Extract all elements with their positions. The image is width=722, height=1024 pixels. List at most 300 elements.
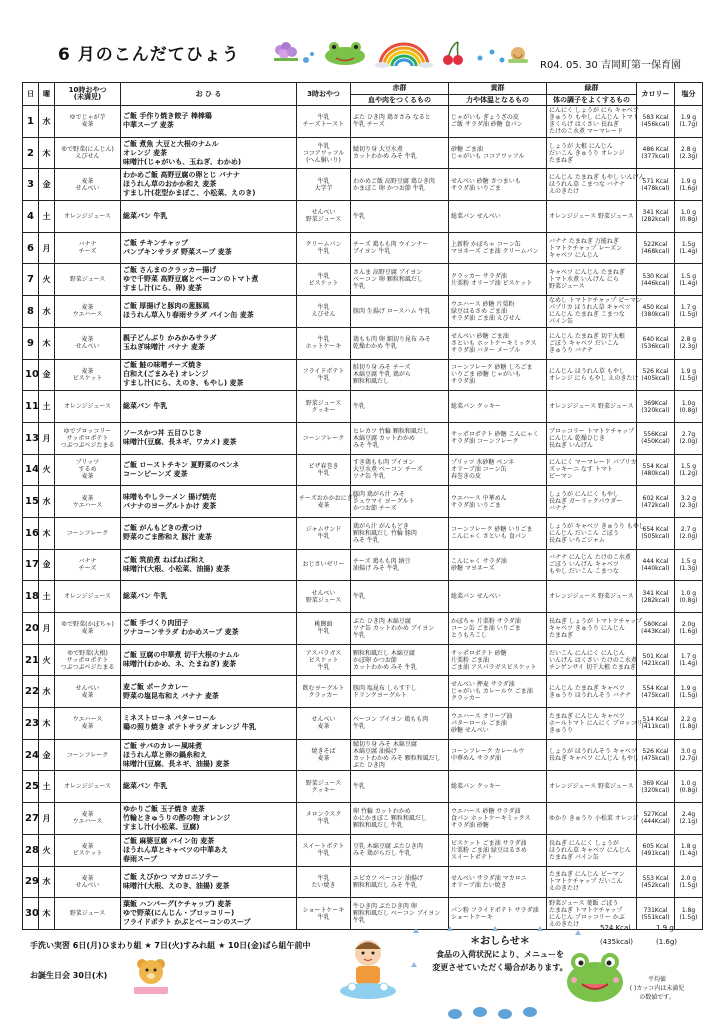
col-salt: 塩分 [675, 83, 703, 106]
yellow-group-cell [449, 201, 547, 233]
snack10-cell [55, 327, 121, 359]
cell-line: 鶏もも肉 卵 細切り昆布 みそ [353, 336, 431, 344]
green-group-cell [547, 454, 637, 486]
snack3-cell [297, 232, 351, 264]
snack3-cell [297, 644, 351, 676]
yellow-group-cell [449, 834, 547, 866]
table-body [23, 106, 703, 930]
salt-cell [675, 327, 703, 359]
weekday-cell: 水 [39, 106, 55, 138]
cell-line: (1.4g) [679, 279, 698, 287]
cell-line: 春雨スープ [123, 854, 158, 863]
cell-line: クッキー [311, 786, 336, 794]
cell-line: (0.8g) [679, 216, 698, 224]
cell-line: 1.8 g [680, 843, 697, 851]
cell-line: サラダ油 コーンフレーク [451, 438, 519, 446]
cell-line: 1.7 g [680, 653, 697, 661]
cell-line: 麦茶 [81, 723, 94, 731]
cell-line: 長ねぎ にんにく しょうが [549, 839, 619, 847]
weekday-cell: 水 [39, 676, 55, 708]
cell-line: 654 Kcal [642, 526, 669, 534]
cell-line: しょうが 大根 にんじん [549, 142, 613, 150]
lunch-cell [121, 771, 297, 803]
cell-line: 556Kcal [643, 431, 668, 439]
snack3-cell [297, 549, 351, 581]
cell-line: パプリカ ほうれん草 キャベツ [549, 304, 631, 312]
cell-line: 顆粒和風だし みそ 牛乳 [353, 881, 417, 889]
cell-line: ゆで野菜(大根) [67, 649, 108, 657]
kcal-cell [637, 454, 675, 486]
cell-line: 親子どんぶり かみかみサラダ [123, 334, 217, 343]
lunch-cell [121, 834, 297, 866]
cell-line: (444Kcal) [641, 818, 670, 826]
snack10-cell [55, 898, 121, 930]
red-group-cell [351, 391, 449, 423]
cell-line: きゅうり ほうれんそう バナナ [549, 691, 631, 699]
cell-line: バナナのヨーグルトかけ 麦茶 [123, 501, 217, 510]
table-row [23, 549, 703, 581]
red-group-cell [351, 359, 449, 391]
cell-line: にんじん ブロッコリー かぶ [549, 913, 625, 921]
table-row [23, 834, 703, 866]
kcal-cell [637, 391, 675, 423]
cell-line: (505kcal) [641, 533, 670, 541]
cell-line: 1.5 g [680, 557, 697, 565]
cell-line: せんべい [311, 716, 336, 724]
snack10-cell [55, 581, 121, 613]
cell-line: 514 Kcal [642, 716, 669, 724]
green-group-cell [547, 422, 637, 454]
cell-line: 571 Kcal [642, 177, 669, 185]
cell-line: ご飯 鮭の味噌チーズ焼き [123, 361, 203, 370]
cell-line: 大豆水煮 ベーコン チーズ [353, 466, 423, 474]
cell-line: 野菜ジュース [305, 779, 342, 787]
cell-line: 鯖切り身 みそ 木綿豆腐 [353, 741, 417, 749]
kcal-cell [637, 106, 675, 138]
cell-line: つぶつぶベジたまる [60, 663, 115, 671]
red-group-cell [351, 549, 449, 581]
lunch-cell [121, 422, 297, 454]
cell-line: ブロッコリー トマトケチャップ [549, 427, 635, 435]
kcal-cell [637, 264, 675, 296]
cell-line: (475kcal) [641, 691, 670, 699]
cell-line: ご飯 ローストチキン 夏野菜のペンネ [123, 460, 240, 469]
cell-line: バナナ にんじん たけのこ水煮 [549, 554, 631, 562]
cell-line: チーズ 鶏もも肉 納豆 [353, 557, 411, 565]
average-salt-infant: (1.6g) [656, 938, 678, 946]
cell-line: 1.0 g [680, 589, 697, 597]
cell-line: クッキー [311, 406, 336, 414]
cell-line: ぶた ひき肉 [353, 762, 385, 770]
cell-line: チーズ [78, 248, 97, 256]
snack10-cell [55, 613, 121, 645]
cell-line: (446kcal) [641, 279, 670, 287]
snack10-cell [55, 676, 121, 708]
cell-line: 牛乳 [317, 114, 330, 122]
cell-line: 乾燥わかめ 牛乳 [353, 343, 397, 351]
cell-line: 味噌汁(大根、えのき、油揚) 麦茶 [123, 881, 230, 890]
cell-line: (2.3g) [679, 153, 698, 161]
day-cell: 17 [23, 549, 39, 581]
cell-line: ご飯 手づくり肉団子 [123, 619, 189, 628]
cell-line: えのきたけ [549, 885, 580, 893]
cell-line: 牛乳 [317, 663, 330, 671]
cell-line: トマト水煮 いんげん にら [549, 276, 619, 284]
yellow-group-cell [449, 486, 547, 518]
cell-line: ピザ春巻き [308, 462, 339, 470]
cell-line: せんべい [75, 684, 100, 692]
kcal-cell [637, 232, 675, 264]
green-group-cell [547, 644, 637, 676]
cell-line: もやし だいこん こまつな [549, 568, 619, 576]
yellow-group-cell [449, 327, 547, 359]
cell-line: パンプキンサラダ 野菜スープ 麦茶 [123, 248, 232, 257]
red-group-cell [351, 581, 449, 613]
day-cell: 29 [23, 866, 39, 898]
cell-line: (320kcal) [641, 786, 670, 794]
weekday-cell: 金 [39, 169, 55, 201]
snack10-cell [55, 803, 121, 835]
weekday-cell: 月 [39, 232, 55, 264]
cell-line: 鶏がら汁 がんもどき [353, 522, 409, 530]
weekday-cell: 木 [39, 517, 55, 549]
lunch-cell [121, 898, 297, 930]
lunch-cell [121, 613, 297, 645]
cell-line: (1.5g) [679, 374, 698, 382]
cell-line: こんにゃく さといも 食パン [451, 533, 527, 541]
yellow-group-cell [449, 549, 547, 581]
cell-line: 341 Kcal [642, 589, 669, 597]
cell-line: (475kcal) [641, 755, 670, 763]
kcal-cell [637, 201, 675, 233]
cell-line: ご飯 煮魚 大豆と大根のナムル [123, 139, 219, 148]
cell-line: 野菜ジュース [305, 399, 342, 407]
cell-line: ウエハース 砂糖 サラダ油 [451, 807, 521, 815]
cell-line: キャベツ にんじん たまねぎ [549, 269, 625, 277]
lunch-cell [121, 454, 297, 486]
kcal-cell [637, 137, 675, 169]
table-row [23, 454, 703, 486]
snack3-cell [297, 739, 351, 771]
yellow-group-cell [449, 708, 547, 740]
cell-line: ほうれん草 こまつな バナナ [549, 181, 625, 189]
day-cell: 18 [23, 581, 39, 613]
cell-line: ご飯 サバのカレー風味煮 [123, 741, 203, 750]
cell-line: 麦茶 [81, 473, 94, 481]
day-cell: 14 [23, 454, 39, 486]
cell-line: 麦茶 [81, 843, 94, 851]
cell-line: オレンジジュース 野菜ジュース [549, 593, 634, 601]
cell-line: エビカツ ベーコン 油揚げ [353, 874, 423, 882]
cell-line: 味噌もやしラーメン 揚げ焼売 [123, 492, 217, 501]
cell-line: 牛乳 [353, 631, 366, 639]
green-group-cell [547, 296, 643, 328]
yellow-group-cell [449, 866, 547, 898]
snack10-cell [55, 454, 121, 486]
cell-line: 野菜ジュース 葉飯 ごぼう [549, 899, 619, 907]
cell-line: 602 Kcal [642, 494, 669, 502]
table-row [23, 137, 703, 169]
cell-line: 牛乳 [317, 818, 330, 826]
table-row [23, 296, 703, 328]
cell-line: サラダ油 [451, 378, 475, 386]
lunch-cell [121, 676, 297, 708]
cell-line: 砂糖 マヨネーズ [451, 564, 495, 572]
cell-line: 牛乳 [317, 533, 330, 541]
day-cell: 23 [23, 708, 39, 740]
cell-line: オレンジジュース [63, 403, 112, 411]
weekday-cell: 木 [39, 898, 55, 930]
cell-line: (320kcal) [641, 406, 670, 414]
cell-line: (1.5g) [679, 913, 698, 921]
red-group-cell [351, 422, 449, 454]
day-cell: 13 [23, 422, 39, 454]
day-cell: 20 [23, 613, 39, 645]
cell-line: ご飯 麻婆豆腐 パイン缶 麦茶 [123, 836, 215, 845]
cell-line: えのきたけ [549, 920, 580, 928]
organization-date: R04. 05. 30 吉岡町第一保育園 [540, 60, 682, 71]
raindrop-snail-icon [472, 38, 532, 68]
cell-line: (536kcal) [641, 343, 670, 351]
cell-line: すまし汁(花型かまぼこ、小松菜、えのき) [123, 189, 256, 198]
snack3-cell [297, 137, 351, 169]
cell-line: 飲むヨーグルト [302, 684, 345, 692]
cell-line: コーン缶 ごま油 いりごま [451, 624, 521, 632]
cell-line: (440kcal) [641, 564, 670, 572]
snack3-cell [297, 422, 351, 454]
red-group-cell [351, 106, 449, 138]
cell-line: ヒレカツ 竹輪 顆粒和風だし [353, 427, 429, 435]
cell-line: 牛乳 [317, 142, 330, 150]
green-group-cell [547, 613, 643, 645]
day-cell: 11 [23, 391, 39, 423]
cell-line: 522Kcal [643, 241, 668, 249]
cell-line: ご飯 チキンチャップ [123, 239, 189, 248]
kcal-cell [637, 549, 675, 581]
cell-line: 2.8 g [680, 146, 697, 154]
day-cell: 10 [23, 359, 39, 391]
cell-line: (2.0g) [679, 533, 698, 541]
kcal-cell [637, 834, 675, 866]
cell-line: 341 Kcal [642, 209, 669, 217]
yellow-group-cell [449, 739, 547, 771]
cell-line: パイン缶 [549, 318, 574, 326]
average-note: 平均値 ( )カッコ内は未満児 の数値です。 [629, 976, 685, 1001]
weekday-cell: 水 [39, 486, 55, 518]
cell-line: みそ 牛乳 [353, 536, 379, 544]
salt-cell [675, 422, 703, 454]
snack10-cell [55, 391, 121, 423]
cell-line: キャベツ きゅうり にんじん [549, 624, 625, 632]
lunch-cell [121, 581, 297, 613]
cell-line: 味噌汁(大根、小松菜、油揚) 麦茶 [123, 564, 230, 573]
yellow-group-cell [449, 676, 547, 708]
cell-line: 麦茶 [81, 304, 94, 312]
weekday-cell: 月 [39, 803, 55, 835]
cell-line: ホットケーキ [305, 343, 342, 351]
cell-line: ミネストローネ パターロール [123, 714, 216, 723]
cell-line: すまし汁(にら、えのき、もやし) 麦茶 [123, 379, 244, 388]
cell-line: ほうれん草入り春雨サラダ パイン缶 麦茶 [123, 311, 254, 320]
weekday-cell: 土 [39, 201, 55, 233]
yellow-group-cell [449, 613, 547, 645]
cell-line: (1.6g) [679, 184, 698, 192]
cell-line: (1.5g) [679, 311, 698, 319]
yellow-group-cell [449, 454, 547, 486]
cell-line: (0.8g) [679, 786, 698, 794]
snack10-cell [55, 866, 121, 898]
salt-cell [675, 232, 703, 264]
weekday-cell: 火 [39, 264, 55, 296]
cell-line: いんげん はくさい たけのこ水煮 [549, 656, 637, 664]
cell-line: 片栗粉 オリーブ油 ビスケット [451, 279, 533, 287]
green-group-cell [547, 169, 645, 201]
table-row [23, 517, 703, 549]
lunch-cell [121, 232, 297, 264]
col-weekday: 曜 [39, 83, 55, 106]
cell-line: ぶた ひき肉 鶏ささみ なると [353, 114, 431, 122]
table-row [23, 803, 703, 835]
cell-line: 麦茶 [317, 723, 330, 731]
day-cell: 21 [23, 644, 39, 676]
weekday-cell: 水 [39, 866, 55, 898]
cell-line: 野菜ジュース [305, 216, 342, 224]
table-row [23, 771, 703, 803]
cell-line: サラダ油 バター メープル [451, 346, 521, 354]
cell-line: つぶつぶベジたまる [60, 441, 115, 449]
yellow-group-cell [449, 232, 547, 264]
cell-line: おじさいゼリー [302, 561, 345, 569]
cell-line: 2.0 g [680, 874, 697, 882]
cell-line: 1.9 g [680, 177, 697, 185]
notice-title: ＊おしらせ＊ [470, 936, 530, 947]
cell-line: チーズ [78, 564, 97, 572]
salt-cell [675, 898, 703, 930]
cell-line: しょうが ほうれんそう キャベツ [549, 748, 637, 756]
yellow-group-cell [449, 296, 547, 328]
cell-line: 長ねぎ しょうが トマトケチャップ [549, 617, 643, 625]
cell-line: (0.8g) [679, 596, 698, 604]
cell-line: アスパラガス [305, 649, 342, 657]
yellow-group-cell [449, 264, 547, 296]
cell-line: 野菜のごま酢和え 豚汁 麦茶 [123, 533, 212, 542]
cell-line: 444 Kcal [642, 557, 669, 565]
cell-line: ごぼう いんげん キャベツ [549, 561, 619, 569]
lunch-cell [121, 296, 297, 328]
cell-line: (1.4g) [679, 248, 698, 256]
cell-line: パターロール ごま油 [451, 719, 507, 727]
cell-line: さんま 高野豆腐 ブイヨン [353, 269, 423, 277]
col-snack10: 10時おやつ (未満児) [55, 83, 121, 106]
day-cell: 3 [23, 169, 39, 201]
weekday-cell: 土 [39, 581, 55, 613]
cell-line: 2.2 g [680, 716, 697, 724]
cell-line: トマトケチャップ だいこん [549, 878, 623, 886]
cell-line: ビスケット ごま油 サラダ油 [451, 839, 527, 847]
cell-line: 上新粉 かぼちゃ コーン缶 [451, 241, 521, 249]
day-cell: 22 [23, 676, 39, 708]
cell-line: ウエハース [72, 311, 103, 319]
cell-line: すまし汁(小松菜、豆腐) [123, 822, 200, 831]
salt-cell [675, 106, 703, 138]
cell-line: 鮭切り身 みそ チーズ [353, 364, 411, 372]
cell-line: (421kcal) [641, 660, 670, 668]
cell-line: たけのこ水煮 マーマレード [549, 128, 623, 136]
lunch-cell [121, 391, 297, 423]
green-group-cell [547, 581, 637, 613]
snack3-cell [297, 454, 351, 486]
snack3-cell [297, 517, 351, 549]
yellow-group-cell [449, 106, 547, 138]
cell-line: 牛乳 [317, 336, 330, 344]
red-group-cell [351, 866, 449, 898]
weekday-cell: 木 [39, 137, 55, 169]
birthday-party: お誕生日会 30日(木) [30, 971, 108, 980]
red-group-cell [351, 232, 449, 264]
cell-line: ご飯 サラダ油 砂糖 食パン [451, 121, 523, 129]
lunch-cell [121, 486, 297, 518]
cell-line: 牛乳 [353, 212, 366, 220]
kcal-cell [637, 676, 675, 708]
snack10-cell [55, 549, 121, 581]
red-group-cell [351, 644, 449, 676]
red-group-cell [351, 739, 449, 771]
lunch-cell [121, 169, 297, 201]
cell-line: たまねぎ にんじん キャベツ [549, 712, 625, 720]
salt-cell [675, 708, 703, 740]
cell-line: 長ねぎ ガーリックパウダー [549, 498, 623, 506]
col-kcal: カロリー [637, 83, 675, 106]
kcal-cell [637, 803, 675, 835]
cell-line: とうもろこし [451, 631, 488, 639]
cell-line: コーンフレーク 砂糖 いりごま [451, 526, 533, 534]
lunch-cell [121, 708, 297, 740]
red-group-cell [351, 803, 449, 835]
weekday-cell: 金 [39, 549, 55, 581]
cell-line: キャベツ にんじん [549, 251, 599, 259]
cell-line: ウエハース [72, 716, 103, 724]
cell-line: ご飯 えびかつ マカロニソテー [123, 872, 219, 881]
cell-line: ビスケット [308, 279, 339, 287]
cell-line: プリッツ 氷砂糖 ペンネ [451, 459, 515, 467]
col-lunch: お ひ る [121, 83, 297, 106]
cell-line: ゆかりご飯 玉子焼き 麦茶 [123, 804, 205, 813]
cell-line: ツナコーンサラダ わかめスープ 麦茶 [123, 628, 239, 637]
cell-line: だいこん きゅうり オレンジ [549, 149, 625, 157]
kcal-cell [637, 644, 675, 676]
table-row [23, 866, 703, 898]
cell-line: えびせん [75, 153, 100, 161]
salt-cell [675, 296, 703, 328]
weekday-cell: 金 [39, 359, 55, 391]
cell-line: せんべい [311, 209, 336, 217]
cell-line: (405kcal) [641, 374, 670, 382]
cell-line: 牛乳 [317, 913, 330, 921]
cell-line: 553 Kcal [642, 874, 669, 882]
snack3-cell [297, 676, 351, 708]
cell-line: (551kcal) [641, 913, 670, 921]
cell-line: ベーコン ブイヨン 鶏もも肉 [353, 716, 429, 724]
cell-line: 鯖切り身 大豆水煮 [353, 146, 403, 154]
bear-cake-icon [126, 956, 176, 998]
cell-line: (452kcal) [641, 881, 670, 889]
cell-line: 鶏の照り焼き ポテトサラダ オレンジ 牛乳 [123, 723, 256, 732]
cell-line: 長ねぎ いんげん [549, 441, 593, 449]
cell-line: いりごま 砂糖 じゃがいも [451, 371, 521, 379]
cell-line: きゅうり もやし にんじん トマト [549, 114, 639, 122]
weekday-cell: 木 [39, 708, 55, 740]
red-group-cell [351, 708, 449, 740]
